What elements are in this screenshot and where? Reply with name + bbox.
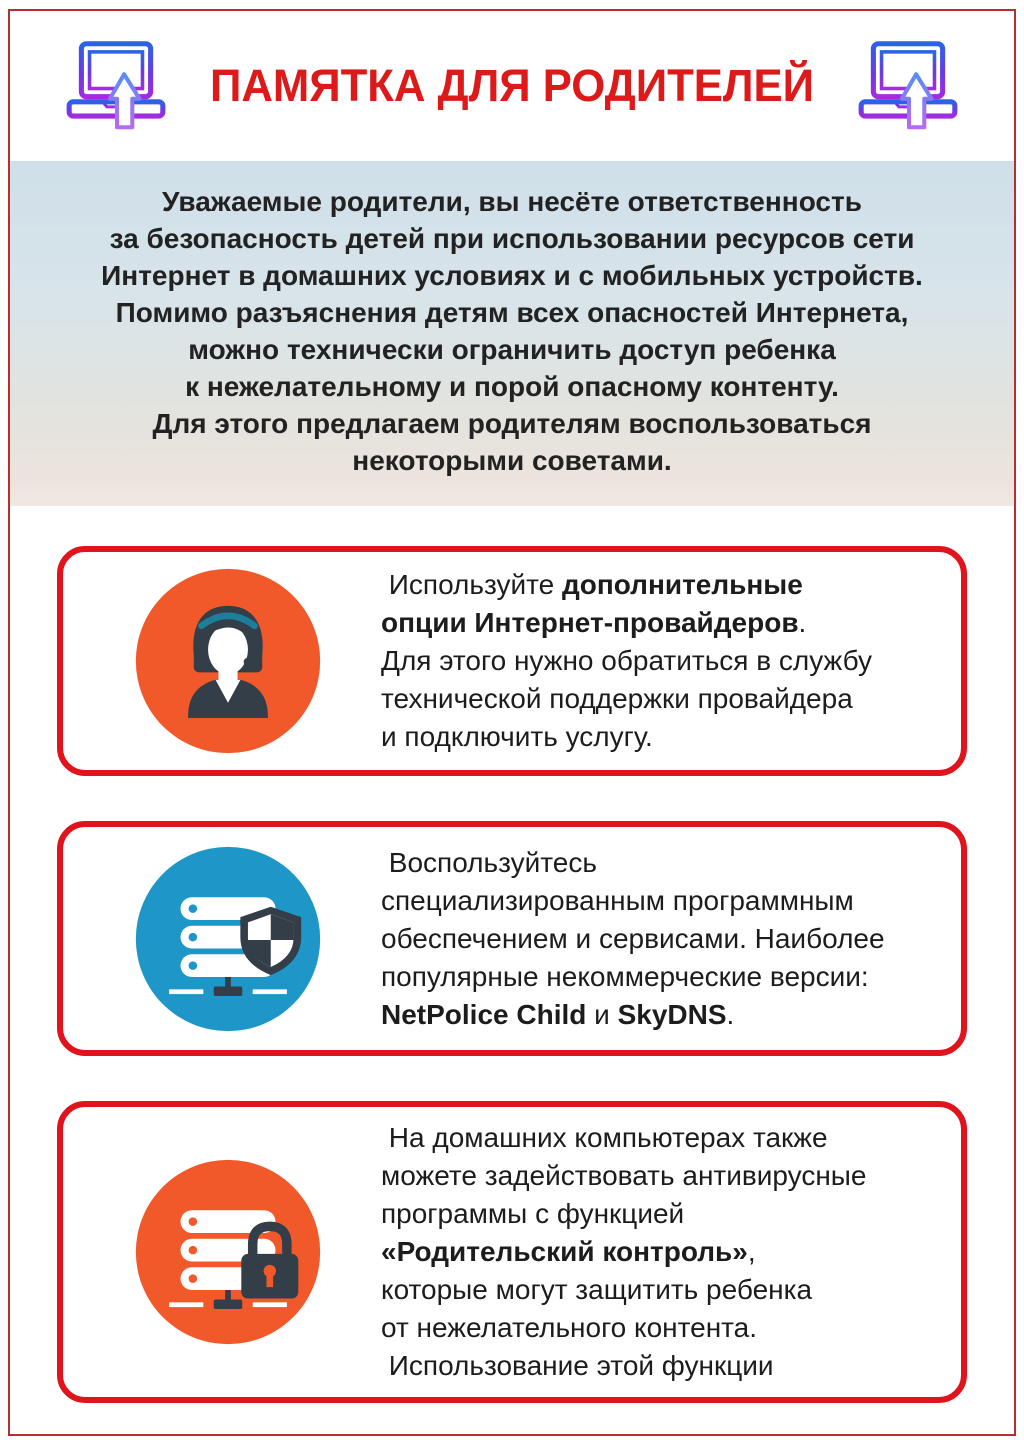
laptop-upload-icon bbox=[60, 37, 172, 135]
text-line: опции Интернет-провайдеров. bbox=[381, 607, 807, 638]
text-line: NetPolice Child и SkyDNS. bbox=[381, 998, 735, 1030]
page-title: ПАМЯТКА ДЛЯ РОДИТЕЛЕЙ bbox=[209, 60, 815, 111]
server-shield-icon bbox=[133, 844, 323, 1034]
text-line: к нежелательному и порой опасному контенту. bbox=[185, 370, 839, 402]
text-line: от нежелательного контента. bbox=[381, 1312, 758, 1343]
text-line: некоторыми советами. bbox=[352, 444, 672, 476]
laptop-upload-icon bbox=[852, 37, 964, 135]
text-line: Для этого нужно обратиться в службу bbox=[381, 645, 872, 676]
advice-cards bbox=[10, 506, 1014, 1403]
page-frame bbox=[8, 9, 1016, 1436]
text-line: специализированным программным bbox=[381, 884, 854, 916]
text-line: Используйте дополнительные bbox=[381, 569, 803, 600]
text-line: Воспользуйтесь bbox=[381, 846, 597, 878]
intro-text bbox=[10, 161, 1014, 506]
text-line: программы с функцией bbox=[381, 1198, 685, 1229]
text-line: и подключить услугу. bbox=[381, 721, 653, 752]
card-text bbox=[381, 566, 872, 756]
card-text bbox=[381, 1119, 867, 1385]
support-operator-icon bbox=[133, 566, 323, 756]
text-line: На домашних компьютерах также bbox=[381, 1122, 828, 1153]
text-line: технической поддержки провайдера bbox=[381, 683, 853, 714]
text-line: можете задействовать антивирусные bbox=[381, 1160, 867, 1191]
text-line: можно технически ограничить доступ ребенка bbox=[188, 333, 836, 365]
text-line: которые могут защитить ребенка bbox=[381, 1274, 813, 1305]
text-line: Использование этой функции bbox=[381, 1350, 774, 1381]
header bbox=[10, 11, 1014, 161]
text-line: Интернет в домашних условиях и с мобильных устройств. bbox=[101, 259, 923, 291]
text-line: «Родительский контроль», bbox=[381, 1236, 756, 1267]
text-line: Помимо разъяснения детям всех опасностей Интернета, bbox=[115, 296, 909, 328]
server-lock-icon bbox=[133, 1157, 323, 1347]
advice-card-software bbox=[57, 821, 967, 1056]
text-line: за безопасность детей при использовании ресурсов сети bbox=[109, 222, 915, 254]
advice-card-parental-control bbox=[57, 1101, 967, 1403]
text-line: Уважаемые родители, вы несёте ответственность bbox=[162, 185, 862, 217]
text-line: обеспечением и сервисами. Наиболее bbox=[381, 922, 885, 954]
advice-card-provider bbox=[57, 546, 967, 776]
text-line: Для этого предлагаем родителям воспользоваться bbox=[152, 407, 872, 439]
card-text bbox=[381, 844, 885, 1034]
text-line: популярные некоммерческие версии: bbox=[381, 960, 869, 992]
